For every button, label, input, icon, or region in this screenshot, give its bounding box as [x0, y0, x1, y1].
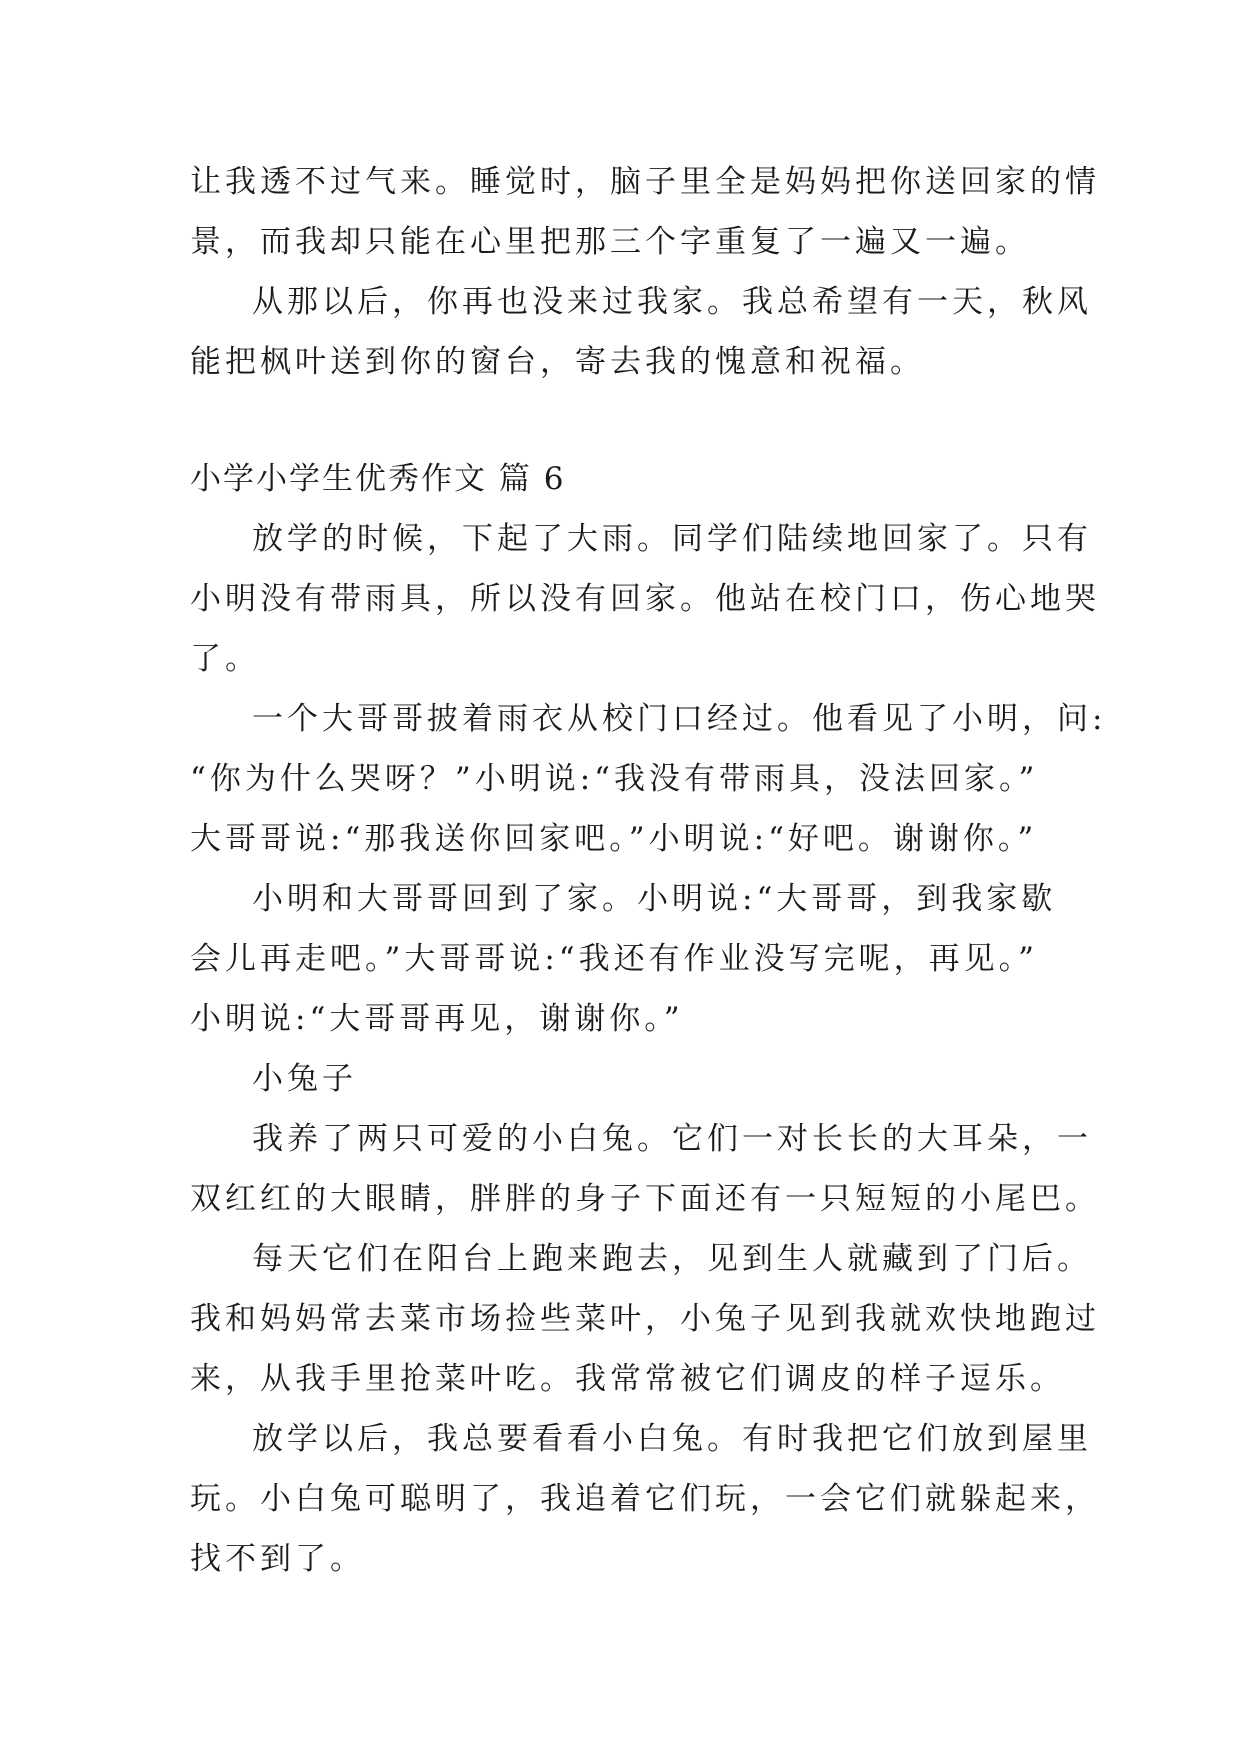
text-line: 让我透不过气来。睡觉时，脑子里全是妈妈把你送回家的情	[190, 164, 1100, 200]
text-line: “你为什么哭呀？”小明说:“我没有带雨具，没法回家。”	[190, 761, 1039, 797]
text-line: 大哥哥说:“那我送你回家吧。”小明说:“好吧。谢谢你。”	[190, 821, 1038, 857]
text-line: 玩。小白兔可聪明了，我追着它们玩，一会它们就躲起来，	[190, 1481, 1100, 1517]
text-line: 小明没有带雨具，所以没有回家。他站在校门口，伤心地哭	[190, 581, 1100, 617]
text-line: 双红红的大眼睛，胖胖的身子下面还有一只短短的小尾巴。	[190, 1181, 1100, 1217]
text-line: 放学的时候，下起了大雨。同学们陆续地回家了。只有	[252, 521, 1092, 557]
text-line: 每天它们在阳台上跑来跑去，见到生人就藏到了门后。	[252, 1241, 1092, 1277]
text-line: 我养了两只可爱的小白兔。它们一对长长的大耳朵，一	[252, 1121, 1092, 1157]
text-line: 了。	[190, 641, 260, 677]
text-line: 我和妈妈常去菜市场捡些菜叶，小兔子见到我就欢快地跑过	[190, 1301, 1100, 1337]
text-line: 放学以后，我总要看看小白兔。有时我把它们放到屋里	[252, 1421, 1092, 1457]
subtitle: 小兔子	[252, 1061, 357, 1097]
text-line: 找不到了。	[190, 1541, 365, 1577]
text-line: 会儿再走吧。”大哥哥说:“我还有作业没写完呢，再见。”	[190, 941, 1038, 977]
text-line: 景，而我却只能在心里把那三个字重复了一遍又一遍。	[190, 224, 1030, 260]
text-line: 一个大哥哥披着雨衣从校门口经过。他看见了小明，问:	[252, 701, 1107, 737]
section-heading: 小学小学生优秀作文 篇 6	[190, 461, 566, 497]
text-line: 从那以后，你再也没来过我家。我总希望有一天，秋风	[252, 284, 1092, 320]
text-line: 能把枫叶送到你的窗台，寄去我的愧意和祝福。	[190, 344, 925, 380]
text-line: 小明说:“大哥哥再见，谢谢你。”	[190, 1001, 684, 1037]
text-line: 来，从我手里抢菜叶吃。我常常被它们调皮的样子逗乐。	[190, 1361, 1065, 1397]
text-line: 小明和大哥哥回到了家。小明说:“大哥哥，到我家歇	[252, 881, 1057, 917]
